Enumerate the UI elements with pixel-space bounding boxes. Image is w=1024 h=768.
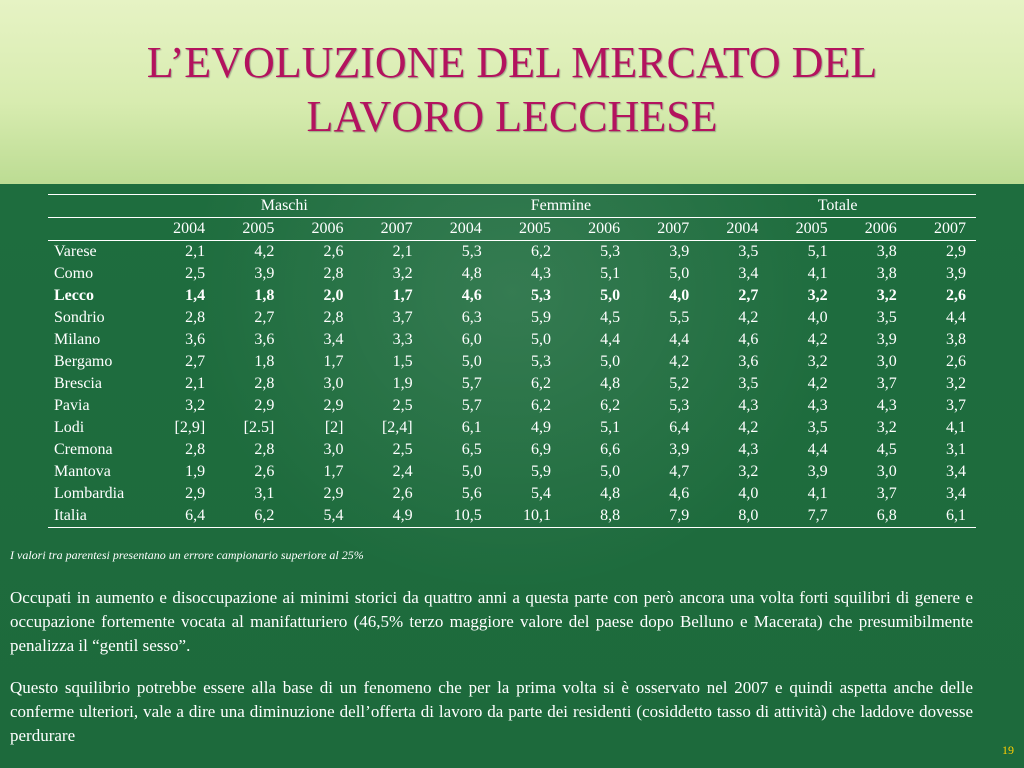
table-year-header-row	[48, 218, 976, 241]
table-cell: 3,0	[876, 463, 897, 480]
table-cell: 2,9	[323, 397, 344, 414]
table-cell: 2,6	[946, 287, 966, 304]
table-cell: 3,9	[669, 243, 690, 260]
title-line-2: LAVORO LECCHESE	[306, 92, 718, 141]
table-corner-cell	[48, 195, 146, 218]
table-cell: 5,7	[461, 397, 482, 414]
table-cell: 6,9	[530, 441, 551, 458]
table-cell: 3,5	[807, 419, 828, 436]
table-cell: 5,3	[530, 287, 551, 304]
year-header: 2005	[492, 218, 561, 241]
table-cell: 3,2	[185, 397, 206, 414]
table-cell: 5,9	[530, 309, 551, 326]
year-header: 2004	[423, 218, 492, 241]
table-cell: 5,6	[461, 485, 482, 502]
table-row	[48, 241, 976, 264]
table-group-header-row	[48, 195, 976, 218]
slide-title	[0, 36, 1024, 144]
table-cell: 5,0	[600, 463, 621, 480]
table-year-corner-cell	[48, 218, 146, 241]
table-cell: 4,4	[669, 331, 690, 348]
table-cell: 3,0	[323, 441, 344, 458]
table-cell: 2,8	[254, 375, 275, 392]
table-cell: 3,2	[807, 353, 828, 370]
table-cell: [2,4]	[381, 419, 413, 436]
table-cell: 3,6	[185, 331, 206, 348]
year-header: 2006	[284, 218, 353, 241]
province-name: Lecco	[54, 287, 94, 304]
table-cell: 4,0	[738, 485, 759, 502]
table-cell: 3,5	[738, 243, 759, 260]
table-cell: 3,2	[738, 463, 759, 480]
table-cell: 4,3	[807, 397, 828, 414]
table-cell: 6,0	[461, 331, 482, 348]
province-name: Bergamo	[54, 353, 113, 370]
table-cell: 1,8	[254, 287, 275, 304]
table-cell: 5,0	[461, 353, 482, 370]
table-cell: 3,8	[946, 331, 966, 348]
group-header-femmine: Femmine	[423, 195, 700, 218]
table-cell: 7,7	[768, 505, 837, 528]
table-cell: 1,7	[392, 287, 413, 304]
year-header: 2005	[215, 218, 284, 241]
table-cell: 1,7	[323, 463, 344, 480]
table-cell: 3,9	[254, 265, 275, 282]
table-cell: 4,0	[669, 287, 690, 304]
table-cell: 2,5	[185, 265, 206, 282]
province-name: Cremona	[54, 441, 113, 458]
table-cell: 3,2	[876, 287, 897, 304]
table-cell: 2,9	[323, 485, 344, 502]
paragraph-1: Occupati in aumento e disoccupazione ai minimi storici da quattro anni a questa parte con però ancora una volta forti squilibri di genere e occupazione fortemente vocata al manifatturiero (46,5% terzo maggiore valore del paese dopo Belluno e Macerata) che presumibilmente penalizza il “gentil sesso”.	[10, 588, 973, 655]
table-cell: 4,1	[807, 485, 828, 502]
table-cell: 2,1	[185, 375, 206, 392]
title-line-1: L’EVOLUZIONE DEL MERCATO DEL	[146, 38, 878, 87]
table-cell: 2,6	[946, 353, 966, 370]
table-cell: 3,6	[738, 353, 759, 370]
table-row	[48, 373, 976, 395]
table-cell: 6,1	[907, 505, 976, 528]
table-cell: 4,2	[807, 331, 828, 348]
table-cell: 6,2	[530, 243, 551, 260]
table-cell: 5,7	[461, 375, 482, 392]
year-header: 2004	[146, 218, 215, 241]
table-cell: [2]	[324, 419, 344, 436]
table-row	[48, 483, 976, 505]
table-cell: 4,3	[530, 265, 551, 282]
table-cell: 2,8	[254, 441, 275, 458]
table-row	[48, 263, 976, 285]
table-cell: 8,0	[699, 505, 768, 528]
table-cell: 6,3	[461, 309, 482, 326]
table-cell: 2,7	[254, 309, 275, 326]
table-cell: 5,5	[669, 309, 690, 326]
year-header: 2006	[561, 218, 630, 241]
table-cell: 2,5	[392, 397, 413, 414]
province-name: Varese	[54, 243, 97, 260]
province-name: Italia	[48, 505, 146, 528]
table-cell: 4,1	[807, 265, 828, 282]
table-cell: 2,8	[185, 309, 206, 326]
table-cell: 4,3	[738, 397, 759, 414]
table-cell: 5,4	[530, 485, 551, 502]
table-cell: 4,4	[600, 331, 621, 348]
table-cell: 5,0	[600, 287, 621, 304]
table-cell: 5,4	[284, 505, 353, 528]
table-cell: 4,5	[876, 441, 897, 458]
table-cell: 5,0	[600, 353, 621, 370]
table-cell: 4,1	[946, 419, 966, 436]
table-cell: 2,6	[323, 243, 344, 260]
table-row	[48, 285, 976, 307]
table-cell: 4,2	[254, 243, 275, 260]
table-cell: [2,9]	[174, 419, 206, 436]
table-cell: 3,2	[876, 419, 897, 436]
table-cell: 3,9	[876, 331, 897, 348]
table-cell: 2,1	[185, 243, 206, 260]
table-cell: 6,4	[146, 505, 215, 528]
table-cell: 4,2	[738, 309, 759, 326]
table-cell: 5,9	[530, 463, 551, 480]
table-cell: 3,7	[876, 485, 897, 502]
table-cell: 2,7	[738, 287, 759, 304]
table-cell: 5,0	[530, 331, 551, 348]
table-cell: 7,9	[630, 505, 699, 528]
table-cell: 3,4	[946, 485, 966, 502]
table-cell: 3,8	[876, 265, 897, 282]
table-cell: 3,2	[807, 287, 828, 304]
province-name: Milano	[54, 331, 101, 348]
province-name: Lombardia	[54, 485, 125, 502]
table-cell: 4,4	[807, 441, 828, 458]
table-cell: 3,3	[392, 331, 413, 348]
table-row	[48, 307, 976, 329]
table-cell: 3,2	[392, 265, 413, 282]
table-cell: 5,0	[669, 265, 690, 282]
table-cell: 2,4	[392, 463, 413, 480]
table-cell: [2.5]	[243, 419, 275, 436]
table-cell: 2,6	[254, 463, 275, 480]
table-cell: 5,1	[600, 265, 621, 282]
table-cell: 2,7	[185, 353, 206, 370]
table-cell: 3,6	[254, 331, 275, 348]
table-cell: 4,2	[807, 375, 828, 392]
table-cell: 3,1	[946, 441, 966, 458]
table-cell: 3,2	[946, 375, 966, 392]
table-cell: 2,5	[392, 441, 413, 458]
table-cell: 6,5	[461, 441, 482, 458]
table-cell: 6,2	[530, 375, 551, 392]
table-cell: 5,3	[600, 243, 621, 260]
table-cell: 3,9	[946, 265, 966, 282]
table-cell: 4,5	[600, 309, 621, 326]
table-cell: 4,9	[530, 419, 551, 436]
table-cell: 1,4	[185, 287, 206, 304]
table-row	[48, 505, 976, 528]
paragraph-2: Questo squilibrio potrebbe essere alla base di un fenomeno che per la prima volta si è osservato nel 2007 e quindi aspetta anche delle conferme ulteriori, vale a dire una diminuzione dell’offerta di lavoro da parte dei residenti (cosiddetto tasso di attività) che laddove dovesse perdurare	[10, 678, 973, 745]
table-cell: 6,4	[669, 419, 690, 436]
table-cell: 3,4	[323, 331, 344, 348]
table-cell: 6,6	[600, 441, 621, 458]
table-cell: 5,2	[669, 375, 690, 392]
table-cell: 8,8	[561, 505, 630, 528]
table-cell: 6,2	[215, 505, 284, 528]
table-cell: 4,0	[807, 309, 828, 326]
table-cell: 2,8	[323, 265, 344, 282]
table-cell: 3,7	[876, 375, 897, 392]
unemployment-table-container	[48, 194, 976, 528]
table-cell: 2,9	[185, 485, 206, 502]
table-row	[48, 351, 976, 373]
table-cell: 3,4	[738, 265, 759, 282]
table-cell: 10,1	[492, 505, 561, 528]
table-cell: 2,9	[254, 397, 275, 414]
table-cell: 4,2	[738, 419, 759, 436]
province-name: Como	[54, 265, 94, 282]
table-cell: 2,8	[185, 441, 206, 458]
table-cell: 5,1	[600, 419, 621, 436]
table-row	[48, 329, 976, 351]
table-body	[48, 241, 976, 528]
table-cell: 4,8	[600, 485, 621, 502]
table-cell: 6,2	[530, 397, 551, 414]
province-name: Mantova	[54, 463, 111, 480]
table-cell: 4,6	[669, 485, 690, 502]
table-cell: 10,5	[423, 505, 492, 528]
unemployment-table	[48, 194, 976, 528]
table-cell: 1,7	[323, 353, 344, 370]
table-cell: 5,3	[669, 397, 690, 414]
table-cell: 3,4	[946, 463, 966, 480]
table-cell: 4,3	[876, 397, 897, 414]
table-cell: 4,8	[461, 265, 482, 282]
table-cell: 3,8	[876, 243, 897, 260]
table-row	[48, 395, 976, 417]
year-header: 2007	[353, 218, 422, 241]
table-cell: 3,7	[392, 309, 413, 326]
year-header: 2006	[838, 218, 907, 241]
table-cell: 4,4	[946, 309, 966, 326]
table-cell: 2,8	[323, 309, 344, 326]
year-header: 2007	[907, 218, 976, 241]
table-cell: 4,9	[353, 505, 422, 528]
group-header-maschi: Maschi	[146, 195, 423, 218]
table-cell: 2,9	[946, 243, 966, 260]
province-name: Brescia	[54, 375, 102, 392]
province-name: Pavia	[54, 397, 90, 414]
footnote: I valori tra parentesi presentano un errore campionario superiore al 25%	[10, 548, 364, 562]
table-cell: 6,2	[600, 397, 621, 414]
table-cell: 2,1	[392, 243, 413, 260]
table-cell: 3,5	[738, 375, 759, 392]
table-cell: 1,5	[392, 353, 413, 370]
year-header: 2005	[768, 218, 837, 241]
table-cell: 1,8	[254, 353, 275, 370]
table-cell: 5,1	[807, 243, 828, 260]
group-header-totale: Totale	[699, 195, 976, 218]
table-cell: 6,1	[461, 419, 482, 436]
table-cell: 4,7	[669, 463, 690, 480]
table-cell: 6,8	[838, 505, 907, 528]
table-cell: 1,9	[392, 375, 413, 392]
table-cell: 4,3	[738, 441, 759, 458]
table-cell: 4,2	[669, 353, 690, 370]
year-header: 2004	[699, 218, 768, 241]
table-cell: 2,6	[392, 485, 413, 502]
table-row	[48, 417, 976, 439]
table-cell: 3,9	[807, 463, 828, 480]
table-cell: 3,7	[946, 397, 966, 414]
year-header: 2007	[630, 218, 699, 241]
table-cell: 3,0	[876, 353, 897, 370]
table-cell: 3,9	[669, 441, 690, 458]
table-cell: 3,5	[876, 309, 897, 326]
table-cell: 5,3	[461, 243, 482, 260]
table-row	[48, 439, 976, 461]
table-cell: 3,0	[323, 375, 344, 392]
table-cell: 4,6	[738, 331, 759, 348]
table-cell: 5,3	[530, 353, 551, 370]
table-row	[48, 461, 976, 483]
table-cell: 4,6	[461, 287, 482, 304]
page-number: 19	[1002, 743, 1014, 757]
table-cell: 3,1	[254, 485, 275, 502]
table-cell: 5,0	[461, 463, 482, 480]
table-cell: 4,8	[600, 375, 621, 392]
province-name: Sondrio	[54, 309, 105, 326]
table-cell: 1,9	[185, 463, 206, 480]
province-name: Lodi	[54, 419, 85, 436]
table-cell: 2,0	[323, 287, 344, 304]
